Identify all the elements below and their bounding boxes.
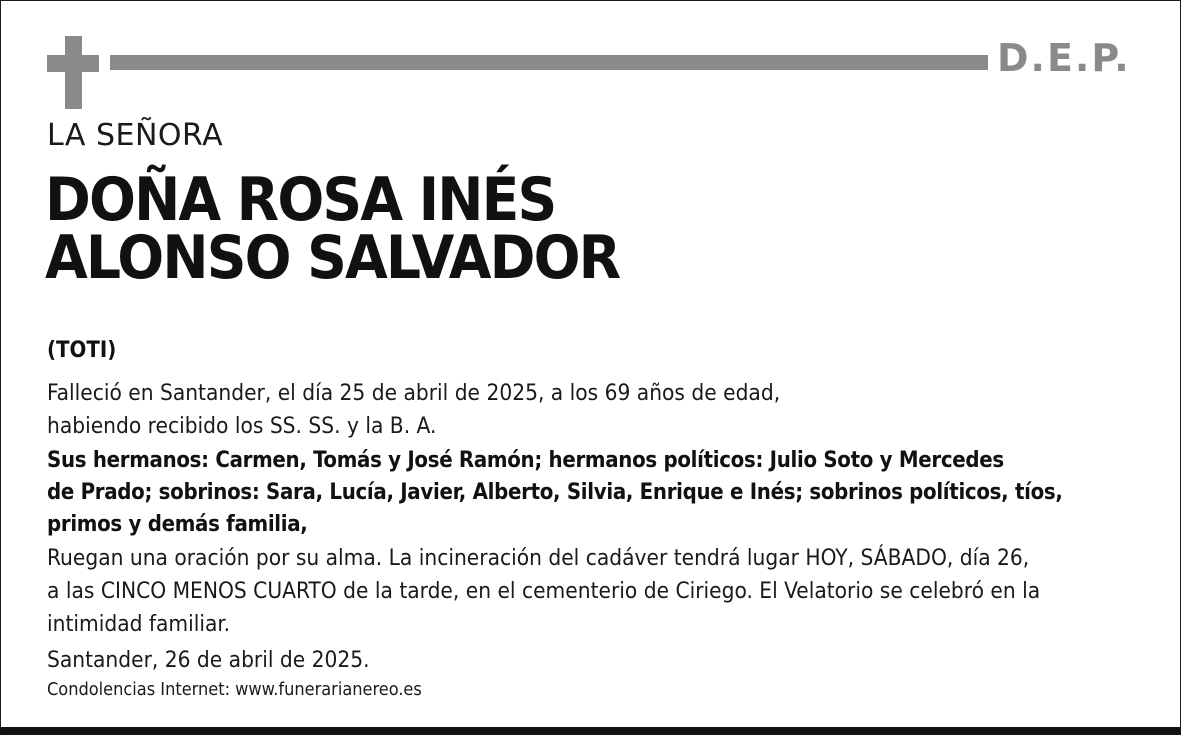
death-notice-line-2: habiendo recibido los SS. SS. y la B. A. [47,413,437,439]
dep-label: D.E.P. [997,36,1131,80]
family-line-1: Sus hermanos: Carmen, Tomás y José Ramón; hermanos políticos: Julio Soto y Mercedes [47,448,1004,473]
family-line-3: primos y demás familia, [47,512,308,537]
place-date: Santander, 26 de abril de 2025. [47,647,370,673]
death-notice-line-1: Falleció en Santander, el día 25 de abril de 2025, a los 69 años de edad, [47,380,781,406]
condolences-link: Condolencias Internet: www.funerarianereo.es [47,679,422,700]
name-line-1: DOÑA ROSA INÉS [45,165,556,235]
ceremony-line-3: intimidad familiar. [47,611,231,637]
header-rule [110,55,988,70]
family-line-2: de Prado; sobrinos: Sara, Lucía, Javier, Alberto, Silvia, Enrique e Inés; sobrinos políticos, tíos, [47,480,1063,505]
cross-icon [47,36,99,109]
death-notice [47,377,780,443]
family-list [47,445,1063,541]
ceremony-info [47,542,1040,641]
deceased-name [45,165,620,293]
title-prefix: LA SEÑORA [47,118,224,153]
ceremony-line-2: a las CINCO MENOS CUARTO de la tarde, en el cementerio de Ciriego. El Velatorio se celebró en la [47,578,1041,604]
name-line-2: ALONSO SALVADOR [45,223,620,293]
nickname: (TOTI) [47,338,117,363]
ceremony-line-1: Ruegan una oración por su alma. La incineración del cadáver tendrá lugar HOY, SÁBADO, día 26, [47,545,1030,571]
